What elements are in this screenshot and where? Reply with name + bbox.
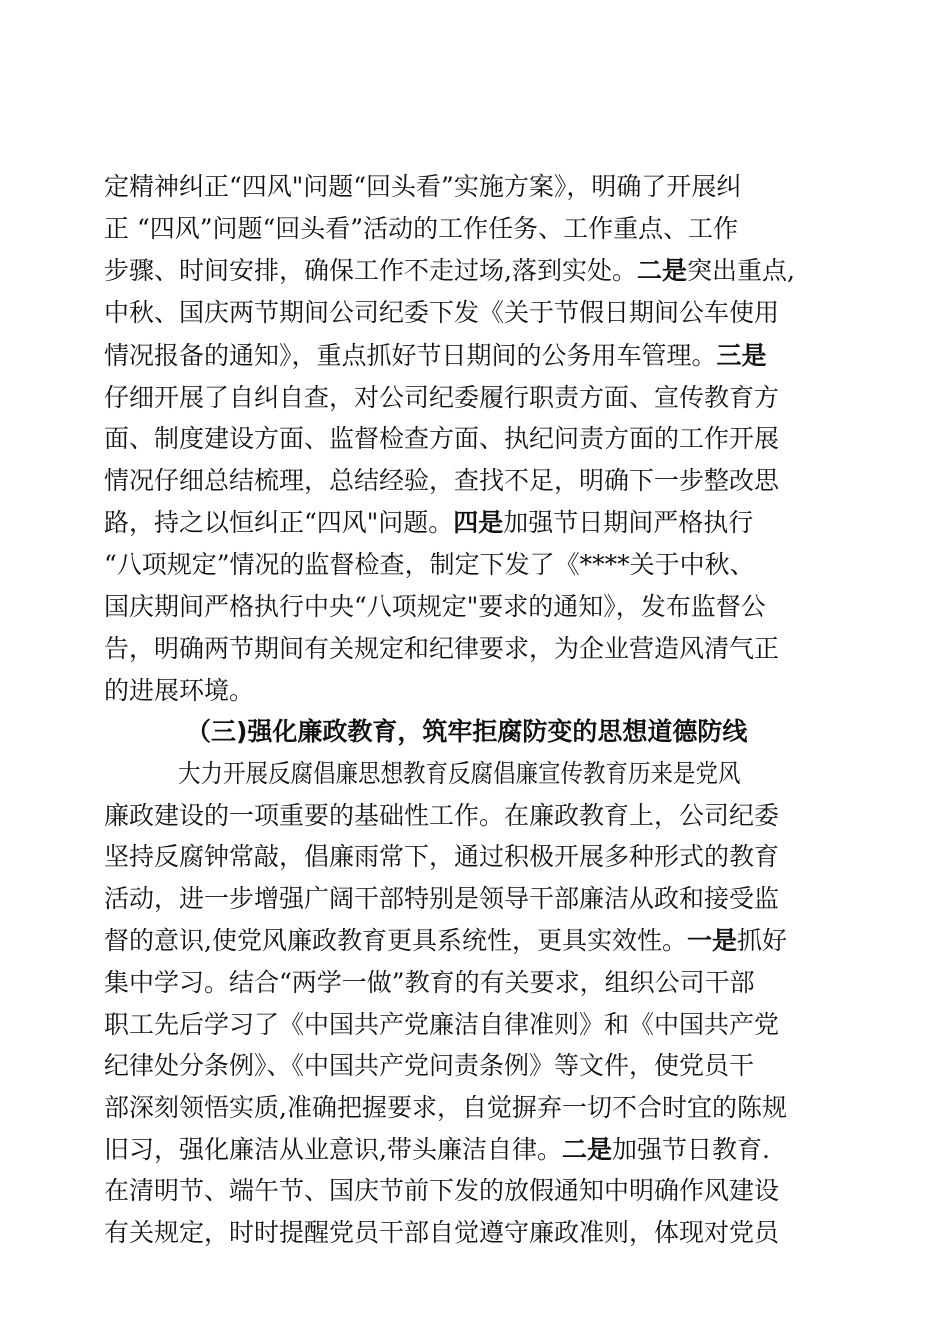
paragraph-line (104, 588, 844, 626)
text-run: 抓好 (736, 926, 787, 955)
bold-text: 一是 (686, 926, 737, 955)
text-run: 加强节日期间严格执行 (503, 508, 754, 537)
text-run: 坚持反腐钟常敲，倡廉雨常下，通过积极开展多种形式的教育 (104, 842, 780, 871)
paragraph-line (104, 420, 844, 458)
text-run: 面、制度建设方面、监督检查方面、执纪问责方面的工作开展 (104, 424, 780, 453)
paragraph-line (104, 630, 844, 668)
paragraph-line (104, 379, 844, 417)
text-run: 职工先后学习了《中国共产党廉洁自律准则》和《中国共产党 (104, 1010, 780, 1039)
text-run: 定精神纠正“四风"问题“回头看”实施方案》，明确了开展纠 (104, 172, 742, 201)
bold-text: 二是 (636, 256, 687, 285)
paragraph-line (104, 294, 844, 332)
paragraph-line (104, 337, 844, 375)
paragraph-line (104, 546, 844, 584)
paragraph-line (104, 252, 844, 290)
text-run: “八项规定”情况的监督检查，制定下发了《****关于中秋、 (104, 550, 755, 579)
text-run: 情况仔细总结梳理，总结经验，查找不足，明确下一步整改思 (104, 466, 780, 495)
bold-text: 三是 (716, 341, 767, 370)
bold-text: 四是 (453, 508, 504, 537)
paragraph-line (104, 838, 844, 876)
text-run: 旧习，强化廉洁从业意识,带头廉洁自律。 (104, 1135, 562, 1164)
text-run: 集中学习。结合“两学一做”教育的有关要求，组织公司干部 (104, 968, 755, 997)
paragraph-line (104, 462, 844, 500)
text-run: 国庆期间严格执行中央“八项规定"要求的通知》，发布监督公 (104, 592, 766, 621)
bold-text: （三)强化廉政教育，筑牢拒腐防变的思想道德防线 (186, 717, 748, 746)
paragraph-line (104, 672, 844, 710)
paragraph-line (104, 168, 844, 206)
text-run: 正 “四风”问题“回头看”活动的工作任务、工作重点、工作 (104, 214, 739, 243)
paragraph-line (104, 797, 844, 835)
section-heading (186, 713, 926, 751)
paragraph-line (104, 1172, 844, 1210)
text-run: 加强节日教育. (611, 1135, 770, 1164)
paragraph-line (104, 1214, 844, 1252)
paragraph-line (104, 1131, 844, 1169)
text-run: 情况报备的通知》，重点抓好节日期间的公务用车管理。 (104, 341, 717, 370)
paragraph-line (104, 922, 844, 960)
text-run: 在清明节、端午节、国庆节前下发的放假通知中明确作风建设 (104, 1176, 780, 1205)
paragraph-line (104, 964, 844, 1002)
text-run: 大力开展反腐倡廉思想教育反腐倡廉宣传教育历来是党风 (178, 759, 741, 788)
text-run: 的进展环境。 (104, 676, 255, 705)
paragraph-line (104, 1006, 844, 1044)
bold-text: 二是 (561, 1135, 612, 1164)
text-run: 突出重点, (686, 256, 795, 285)
text-run: 中秋、国庆两节期间公司纪委下发《关于节假日期间公车使用 (104, 298, 780, 327)
paragraph-line (104, 880, 844, 918)
text-run: 廉政建设的一项重要的基础性工作。在廉政教育上，公司纪委 (104, 801, 780, 830)
text-run: 督的意识,使党风廉政教育更具系统性，更具实效性。 (104, 926, 687, 955)
text-run: 纪律处分条例》、《中国共产党问责条例》等文件，使党员干 (104, 1051, 755, 1080)
text-run: 仔细开展了自纠自查，对公司纪委履行职责方面、宣传教育方 (104, 383, 780, 412)
text-run: 有关规定，时时提醒党员干部自觉遵守廉政准则，体现对党员 (104, 1218, 780, 1247)
paragraph-line (104, 1047, 844, 1085)
paragraph-line (178, 755, 844, 793)
text-run: 步骤、时间安排，确保工作不走过场,落到实处。 (104, 256, 637, 285)
text-run: 路，持之以恒纠正“四风"问题。 (104, 508, 454, 537)
paragraph-line (104, 504, 844, 542)
paragraph-line (104, 210, 844, 248)
text-run: 告，明确两节期间有关规定和纪律要求，为企业营造风清气正 (104, 634, 780, 663)
text-run: 活动，进一步增强广阔干部特别是领导干部廉洁从政和接受监 (104, 884, 780, 913)
paragraph-line (104, 1089, 844, 1127)
text-run: 部深刻领悟实质,准确把握要求，自觉摒弃一切不合时宜的陈规 (104, 1093, 787, 1122)
